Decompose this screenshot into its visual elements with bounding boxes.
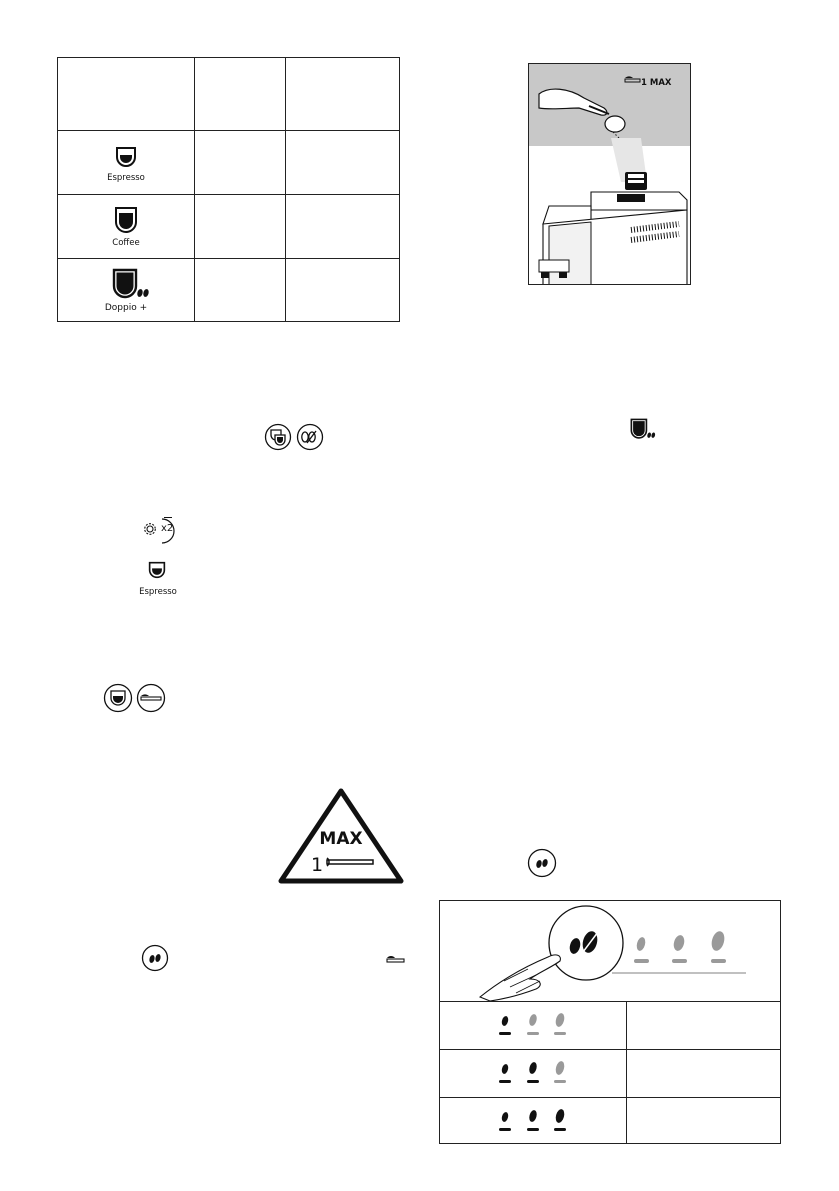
times-two-label: x2: [161, 523, 174, 534]
scoop-max-label: 1 MAX: [641, 78, 672, 88]
warning-max-text: MAX: [319, 829, 363, 849]
table-divider: [194, 58, 195, 321]
table-divider: [440, 1049, 780, 1050]
espresso-label: Espresso: [139, 587, 177, 597]
warning-scoop-number: 1: [310, 854, 324, 876]
cup-and-bean-buttons-icon: [264, 423, 326, 451]
coffee-cup-icon: [114, 206, 138, 234]
drink-table: [57, 57, 400, 322]
table-divider: [440, 1097, 780, 1098]
strength-level-1-icon: [496, 1011, 568, 1039]
table-divider: [285, 58, 286, 321]
table-divider: [626, 1001, 627, 1143]
table-divider: [440, 1001, 780, 1002]
drink-label-doppio: Doppio +: [104, 303, 148, 313]
strength-level-3-icon: [496, 1107, 568, 1135]
espresso-cup-icon: [148, 560, 166, 580]
espresso-cup-icon: [115, 146, 137, 168]
illustration-drawing: [529, 64, 691, 285]
table-divider: [58, 130, 399, 131]
max-one-scoop-warning-icon: [277, 787, 405, 885]
coffee-strength-table: [439, 900, 781, 1144]
drink-label-coffee: Coffee: [112, 238, 140, 248]
doppio-plus-cup-icon: [112, 268, 150, 300]
drink-label-espresso: Espresso: [107, 173, 145, 183]
strength-level-2-icon: [496, 1059, 568, 1087]
scoop-icon: [384, 950, 406, 968]
table-divider: [58, 194, 399, 195]
cup-and-scoop-buttons-icon: [103, 683, 167, 713]
table-divider: [58, 258, 399, 259]
doppio-plus-cup-icon: [630, 418, 656, 440]
bean-button-icon: [527, 848, 557, 878]
bean-button-icon: [141, 944, 169, 972]
strength-button-diagram: [440, 901, 780, 1001]
adding-ground-coffee-illustration: [528, 63, 691, 285]
